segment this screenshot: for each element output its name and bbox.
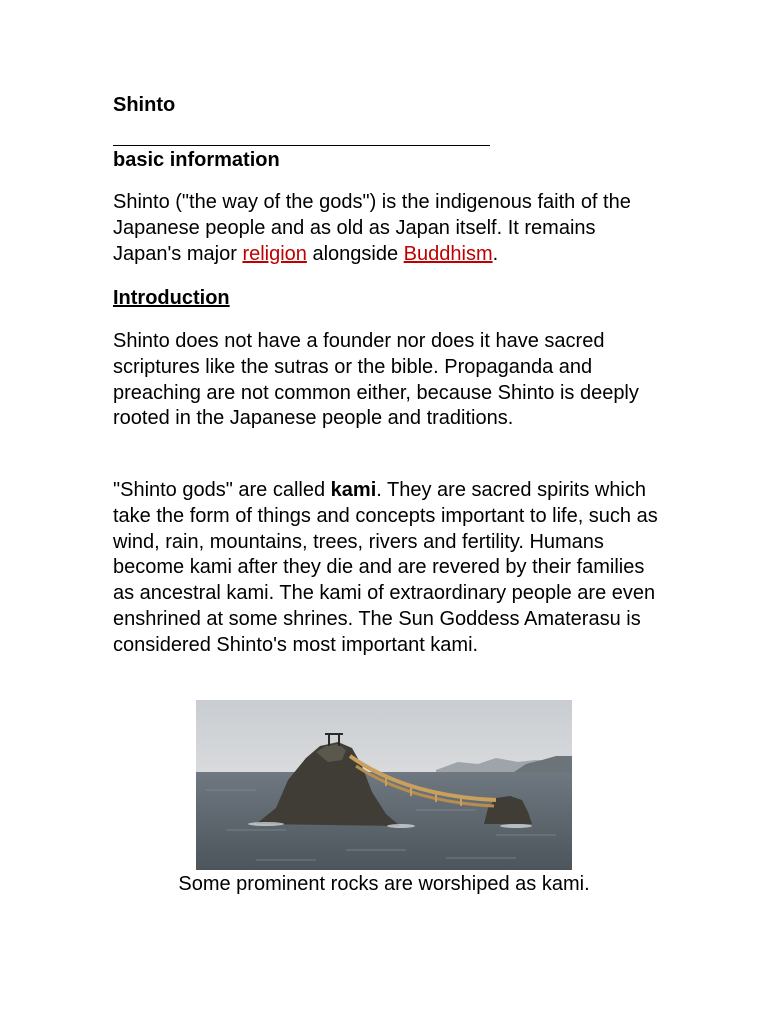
religion-link[interactable]: religion: [242, 242, 307, 265]
title-divider: [113, 145, 490, 146]
image-caption: Some prominent rocks are worshiped as kami.: [178, 873, 590, 895]
introduction-paragraph-2: [113, 478, 658, 659]
paragraph-text: . They are sacred spirits which take the form of things and concepts important to life, such as wind, rain, mountains, trees, rivers and fertility. Humans become kami after they die and are revered by their families as ancestral kami. The kami of extraordinary people are even enshrined at some shrines. The Sun Goddess Amaterasu is considered Shinto's most important kami.: [113, 479, 658, 656]
wedded-rocks-illustration: [196, 700, 572, 870]
section-heading-basic-information: basic information: [113, 149, 280, 171]
page-title: Shinto: [113, 94, 176, 116]
paragraph-text: alongside: [306, 242, 404, 265]
paragraph-text: .: [492, 242, 499, 265]
paragraph-text: Shinto ("the way of the gods") is the indigenous faith of the Japanese people and as old as Japan itself. It remains Japan's major: [113, 191, 631, 265]
kami-term: kami: [330, 479, 377, 501]
wedded-rocks-photo: [196, 700, 572, 870]
basic-information-paragraph: [113, 190, 658, 267]
introduction-paragraph-1: Shinto does not have a founder nor does it have sacred scriptures like the sutras or the bible. Propaganda and preaching are not common either, because Shinto is deeply rooted in the Japanese people and traditions.: [113, 330, 639, 430]
paragraph-text: "Shinto gods" are called: [113, 479, 331, 501]
section-heading-introduction: Introduction: [113, 287, 230, 309]
buddhism-link[interactable]: Buddhism: [403, 242, 493, 265]
